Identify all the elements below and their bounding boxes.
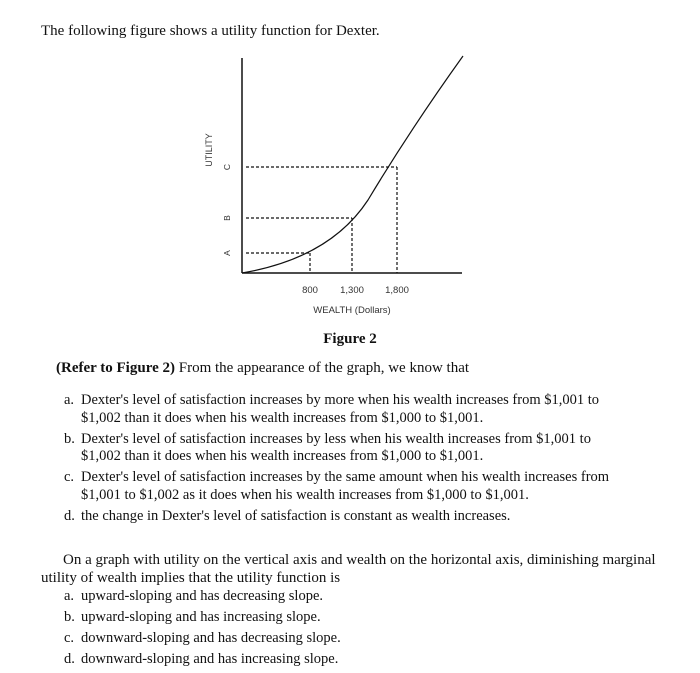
x-tick-label-800: 800 bbox=[302, 285, 318, 296]
utility-chart bbox=[190, 50, 480, 330]
option-label: c. bbox=[64, 469, 75, 485]
figure-caption: Figure 2 bbox=[323, 331, 377, 347]
option-text: Dexter's level of satisfaction increases by less when his wealth increases from $1,001 to $1,002 than it does when his wealth increases from $1,000 to $1,001. bbox=[81, 430, 591, 464]
question2-text: On a graph with utility on the vertical axis and wealth on the horizontal axis, diminishing marginal utility of wealth implies that the utility function is bbox=[41, 552, 656, 586]
option-text: upward-sloping and has decreasing slope. bbox=[81, 588, 324, 604]
option-text: downward-sloping and has increasing slope. bbox=[81, 651, 339, 667]
x-tick-label-1800: 1,800 bbox=[385, 285, 409, 296]
question1-reference: (Refer to Figure 2) bbox=[56, 360, 175, 376]
option-label: b. bbox=[64, 609, 75, 625]
option-label: d. bbox=[64, 651, 75, 667]
question1-options bbox=[64, 392, 624, 529]
option-label: a. bbox=[64, 392, 75, 408]
question2-option-a[interactable] bbox=[64, 588, 341, 606]
intro-text: The following figure shows a utility function for Dexter. bbox=[41, 23, 380, 39]
option-text: Dexter's level of satisfaction increases by more when his wealth increases from $1,001 to $1,002 than it does when his wealth increases from $1,000 to $1,001. bbox=[81, 392, 600, 426]
question1-text: From the appearance of the graph, we know that bbox=[174, 360, 470, 376]
y-level-label-b: B bbox=[222, 215, 232, 221]
question1-option-d[interactable] bbox=[64, 508, 624, 526]
x-axis-label: WEALTH (Dollars) bbox=[313, 305, 391, 316]
option-text: the change in Dexter's level of satisfaction is constant as wealth increases. bbox=[81, 507, 511, 524]
question1-option-c[interactable] bbox=[64, 469, 624, 504]
option-label: a. bbox=[64, 588, 75, 604]
question1-stem bbox=[56, 360, 469, 377]
question2-option-b[interactable] bbox=[64, 609, 341, 627]
y-axis-label: UTILITY bbox=[204, 133, 214, 167]
question2-stem bbox=[41, 552, 661, 587]
question2-option-d[interactable] bbox=[64, 651, 341, 669]
question2-options bbox=[64, 588, 341, 672]
question1-option-b[interactable] bbox=[64, 431, 624, 466]
option-text: Dexter's level of satisfaction increases by the same amount when his wealth increases from $1,001 to $1,002 as it does when his wealth increases from $1,000 to $1,001. bbox=[81, 469, 610, 503]
question1-option-a[interactable] bbox=[64, 392, 624, 427]
x-tick-label-1300: 1,300 bbox=[340, 285, 364, 296]
y-level-label-a: A bbox=[222, 250, 232, 256]
option-label: b. bbox=[64, 430, 75, 447]
question2-option-c[interactable] bbox=[64, 630, 341, 648]
option-label: c. bbox=[64, 630, 75, 646]
option-text: upward-sloping and has increasing slope. bbox=[81, 609, 321, 625]
option-text: downward-sloping and has decreasing slope. bbox=[81, 630, 341, 646]
option-label: d. bbox=[64, 507, 75, 524]
y-level-label-c: C bbox=[222, 163, 232, 171]
